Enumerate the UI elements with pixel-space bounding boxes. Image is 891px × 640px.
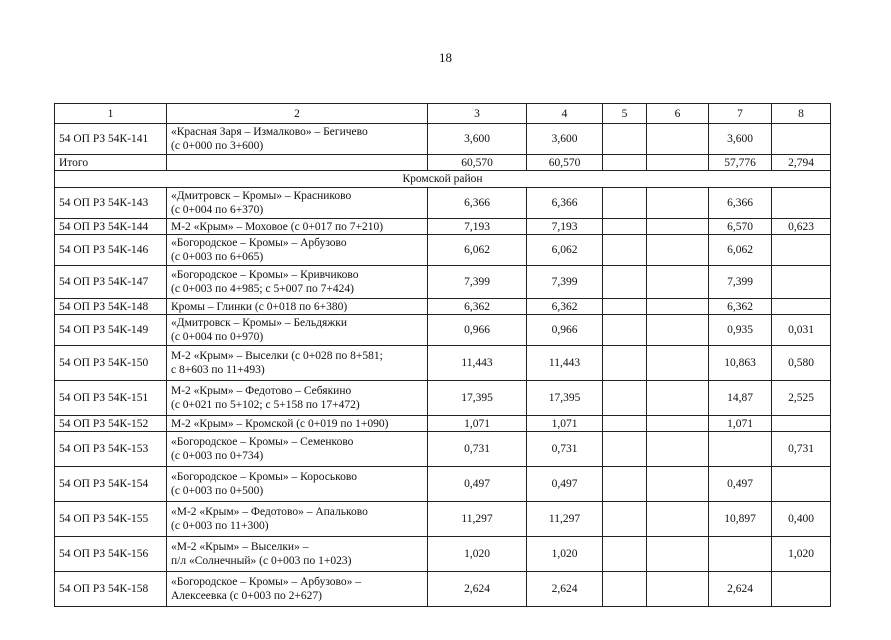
cell-col6 (647, 124, 709, 155)
road-name (167, 266, 428, 299)
cell-col8: 0,580 (772, 346, 831, 381)
road-name-line-1: Кромы – Глинки (с 0+018 по 6+380) (171, 300, 348, 313)
road-name-line-2: (с 0+003 по 11+300) (171, 520, 269, 532)
cell-col3: 1,071 (428, 416, 527, 432)
cell-col8: 0,400 (772, 502, 831, 537)
road-code: 54 ОП РЗ 54К-156 (55, 537, 167, 572)
cell-col8 (772, 299, 831, 315)
road-code: 54 ОП РЗ 54К-154 (55, 467, 167, 502)
road-code: 54 ОП РЗ 54К-153 (55, 432, 167, 467)
road-code: 54 ОП РЗ 54К-141 (55, 124, 167, 155)
total-col6 (647, 155, 709, 171)
cell-col8: 0,031 (772, 315, 831, 346)
road-name-line-2: Алексеевка (с 0+003 по 2+627) (171, 590, 322, 602)
road-code: 54 ОП РЗ 54К-147 (55, 266, 167, 299)
table-row (55, 315, 831, 346)
cell-col5 (603, 315, 647, 346)
cell-col8 (772, 124, 831, 155)
road-name-line-2: (с 0+021 по 5+102; с 5+158 по 17+472) (171, 399, 360, 411)
cell-col8 (772, 235, 831, 266)
section-title: Кромской район (55, 171, 831, 188)
table-row (55, 219, 831, 235)
road-name (167, 235, 428, 266)
road-code: 54 ОП РЗ 54К-158 (55, 572, 167, 607)
cell-col3: 0,497 (428, 467, 527, 502)
table-row (55, 124, 831, 155)
cell-col7: 10,897 (709, 502, 772, 537)
cell-col3: 0,966 (428, 315, 527, 346)
table-row (55, 299, 831, 315)
cell-col4: 0,731 (527, 432, 603, 467)
cell-col3: 3,600 (428, 124, 527, 155)
table-row (55, 346, 831, 381)
cell-col7: 10,863 (709, 346, 772, 381)
cell-col4: 6,362 (527, 299, 603, 315)
cell-col7: 6,362 (709, 299, 772, 315)
cell-col5 (603, 188, 647, 219)
cell-col7: 0,935 (709, 315, 772, 346)
cell-col4: 0,497 (527, 467, 603, 502)
cell-col7 (709, 537, 772, 572)
cell-col5 (603, 299, 647, 315)
cell-col5 (603, 266, 647, 299)
total-label: Итого (55, 155, 167, 171)
cell-col3: 0,731 (428, 432, 527, 467)
column-header: 8 (772, 104, 831, 124)
road-code: 54 ОП РЗ 54К-143 (55, 188, 167, 219)
column-header-row (55, 104, 831, 124)
cell-col7: 2,624 (709, 572, 772, 607)
cell-col7: 6,570 (709, 219, 772, 235)
cell-col7 (709, 432, 772, 467)
column-header: 7 (709, 104, 772, 124)
cell-col8 (772, 416, 831, 432)
cell-col8 (772, 188, 831, 219)
road-name-line-1: «Дмитровск – Кромы» – Красниково (171, 190, 352, 202)
cell-col4: 1,071 (527, 416, 603, 432)
road-code: 54 ОП РЗ 54К-144 (55, 219, 167, 235)
road-name-line-2: (с 0+000 по 3+600) (171, 140, 264, 152)
table-row (55, 235, 831, 266)
table-row (55, 266, 831, 299)
road-name (167, 346, 428, 381)
total-col5 (603, 155, 647, 171)
cell-col7: 1,071 (709, 416, 772, 432)
cell-col8: 2,525 (772, 381, 831, 416)
cell-col4: 1,020 (527, 537, 603, 572)
cell-col6 (647, 572, 709, 607)
road-name (167, 381, 428, 416)
cell-col6 (647, 315, 709, 346)
total-row (55, 155, 831, 171)
road-name-line-2: п/л «Солнечный» (с 0+003 по 1+023) (171, 555, 352, 567)
table-row (55, 381, 831, 416)
cell-col5 (603, 537, 647, 572)
road-name-line-1: «М-2 «Крым» – Выселки» – (171, 541, 309, 553)
cell-col7: 3,600 (709, 124, 772, 155)
page-number: 18 (439, 50, 452, 65)
road-code: 54 ОП РЗ 54К-150 (55, 346, 167, 381)
total-col3: 60,570 (428, 155, 527, 171)
road-code: 54 ОП РЗ 54К-155 (55, 502, 167, 537)
cell-col6 (647, 346, 709, 381)
road-name (167, 315, 428, 346)
road-name-line-2: (с 0+003 по 0+734) (171, 450, 264, 462)
road-name-line-1: «Богородское – Кромы» – Кривчиково (171, 269, 359, 281)
cell-col8: 0,623 (772, 219, 831, 235)
cell-col4: 7,399 (527, 266, 603, 299)
cell-col3: 17,395 (428, 381, 527, 416)
cell-col5 (603, 416, 647, 432)
cell-col4: 11,443 (527, 346, 603, 381)
cell-col6 (647, 537, 709, 572)
column-header: 6 (647, 104, 709, 124)
road-name-line-1: «Дмитровск – Кромы» – Бельдяжки (171, 317, 347, 329)
cell-col6 (647, 502, 709, 537)
cell-col4: 11,297 (527, 502, 603, 537)
road-code: 54 ОП РЗ 54К-152 (55, 416, 167, 432)
table-row (55, 537, 831, 572)
road-name-line-1: «Красная Заря – Измалково» – Бегичево (171, 126, 368, 138)
cell-col7: 6,062 (709, 235, 772, 266)
road-name (167, 502, 428, 537)
cell-col5 (603, 432, 647, 467)
cell-col7: 0,497 (709, 467, 772, 502)
column-header: 3 (428, 104, 527, 124)
cell-col8 (772, 572, 831, 607)
road-name-line-1: «Богородское – Кромы» – Арбузово (171, 237, 347, 249)
road-name-line-1: М-2 «Крым» – Моховое (с 0+017 по 7+210) (171, 220, 384, 233)
section-row (55, 171, 831, 188)
cell-col5 (603, 346, 647, 381)
cell-col3: 11,297 (428, 502, 527, 537)
cell-col7: 7,399 (709, 266, 772, 299)
cell-col4: 3,600 (527, 124, 603, 155)
cell-col3: 7,399 (428, 266, 527, 299)
cell-col3: 6,062 (428, 235, 527, 266)
cell-col5 (603, 467, 647, 502)
road-name-line-2: (с 0+003 по 4+985; с 5+007 по 7+424) (171, 283, 354, 295)
table-row (55, 416, 831, 432)
road-name-line-2: с 8+603 по 11+493) (171, 364, 265, 376)
cell-col5 (603, 572, 647, 607)
cell-col8 (772, 467, 831, 502)
road-name-line-1: «Богородское – Кромы» – Семенково (171, 436, 354, 448)
road-name-line-1: «Богородское – Кромы» – Арбузово» – (171, 576, 362, 588)
cell-col6 (647, 432, 709, 467)
cell-col3: 1,020 (428, 537, 527, 572)
cell-col8 (772, 266, 831, 299)
road-name-line-1: М-2 «Крым» – Выселки (с 0+028 по 8+581; (171, 350, 383, 362)
table-row (55, 502, 831, 537)
total-col8: 2,794 (772, 155, 831, 171)
cell-col4: 7,193 (527, 219, 603, 235)
cell-col4: 6,366 (527, 188, 603, 219)
road-name-line-1: «Богородское – Кромы» – Короськово (171, 471, 357, 483)
table-row (55, 188, 831, 219)
total-empty (167, 155, 428, 171)
cell-col5 (603, 235, 647, 266)
cell-col3: 11,443 (428, 346, 527, 381)
column-header: 5 (603, 104, 647, 124)
cell-col4: 17,395 (527, 381, 603, 416)
table-row (55, 432, 831, 467)
road-name (167, 416, 428, 432)
road-code: 54 ОП РЗ 54К-146 (55, 235, 167, 266)
road-name (167, 188, 428, 219)
roads-table (54, 103, 831, 607)
total-col7: 57,776 (709, 155, 772, 171)
road-name (167, 572, 428, 607)
table-body (55, 188, 831, 607)
cell-col7: 6,366 (709, 188, 772, 219)
road-code: 54 ОП РЗ 54К-148 (55, 299, 167, 315)
cell-col3: 2,624 (428, 572, 527, 607)
cell-col6 (647, 416, 709, 432)
road-name-line-1: М-2 «Крым» – Федотово – Себякино (171, 385, 352, 397)
road-name (167, 124, 428, 155)
road-name (167, 299, 428, 315)
table-row (55, 467, 831, 502)
road-name-line-1: «М-2 «Крым» – Федотово» – Апальково (171, 506, 368, 518)
cell-col5 (603, 219, 647, 235)
cell-col5 (603, 381, 647, 416)
cell-col6 (647, 235, 709, 266)
road-name-line-2: (с 0+004 по 6+370) (171, 204, 264, 216)
cell-col6 (647, 467, 709, 502)
road-name (167, 432, 428, 467)
cell-col4: 0,966 (527, 315, 603, 346)
road-name-line-2: (с 0+004 по 0+970) (171, 331, 264, 343)
total-col4: 60,570 (527, 155, 603, 171)
road-name-line-2: (с 0+003 по 0+500) (171, 485, 264, 497)
road-code: 54 ОП РЗ 54К-149 (55, 315, 167, 346)
road-name-line-2: (с 0+003 по 6+065) (171, 251, 264, 263)
cell-col6 (647, 188, 709, 219)
cell-col3: 6,362 (428, 299, 527, 315)
cell-col6 (647, 381, 709, 416)
road-name (167, 537, 428, 572)
cell-col8: 0,731 (772, 432, 831, 467)
cell-col5 (603, 502, 647, 537)
column-header: 1 (55, 104, 167, 124)
cell-col7: 14,87 (709, 381, 772, 416)
road-name-line-1: М-2 «Крым» – Кромской (с 0+019 по 1+090) (171, 417, 389, 430)
cell-col8: 1,020 (772, 537, 831, 572)
column-header: 2 (167, 104, 428, 124)
column-header: 4 (527, 104, 603, 124)
cell-col5 (603, 124, 647, 155)
cell-col3: 7,193 (428, 219, 527, 235)
cell-col6 (647, 266, 709, 299)
table-row (55, 572, 831, 607)
road-code: 54 ОП РЗ 54К-151 (55, 381, 167, 416)
cell-col6 (647, 219, 709, 235)
cell-col4: 2,624 (527, 572, 603, 607)
cell-col3: 6,366 (428, 188, 527, 219)
road-name (167, 467, 428, 502)
road-name (167, 219, 428, 235)
cell-col4: 6,062 (527, 235, 603, 266)
cell-col6 (647, 299, 709, 315)
